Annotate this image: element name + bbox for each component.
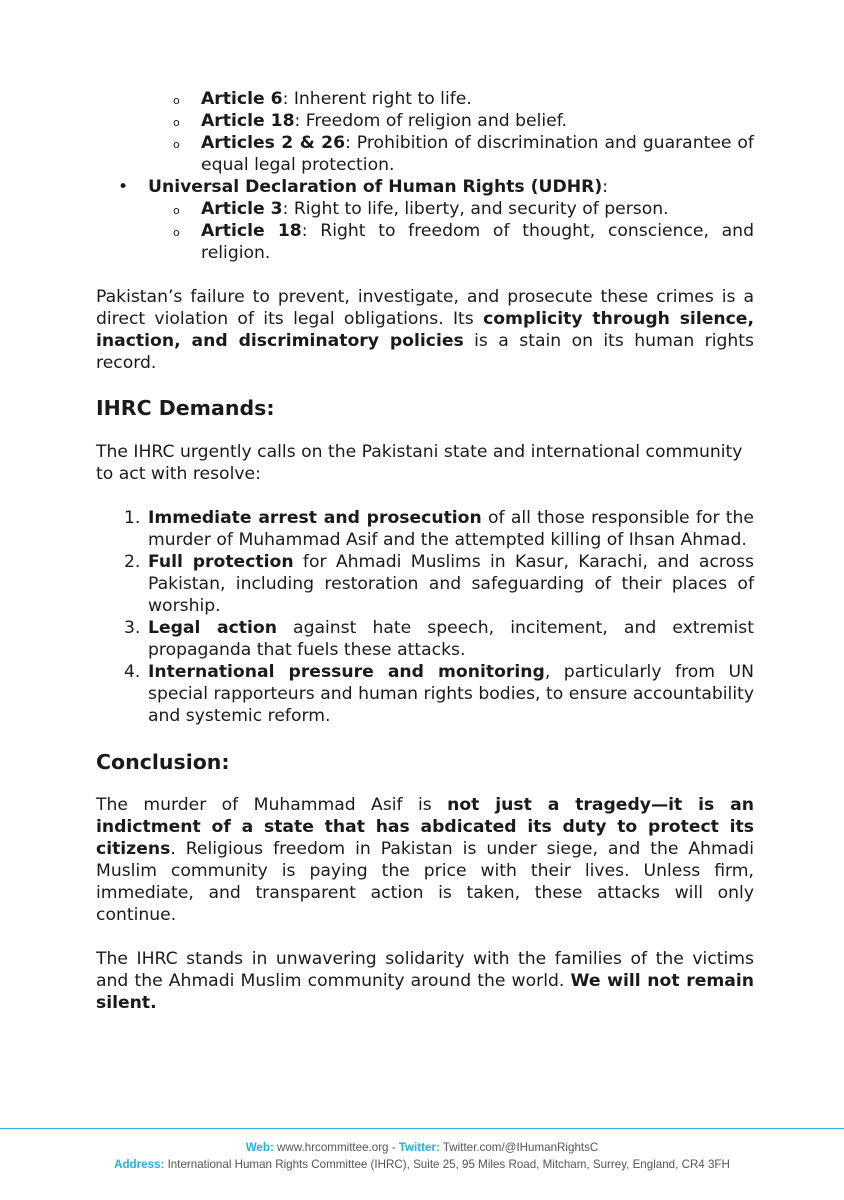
article-text: : Prohibition of discrimination and guarantee of equal legal protection. (201, 133, 754, 175)
article-text: : Right to life, liberty, and security of person. (282, 199, 669, 219)
article-title: Article 6 (201, 89, 283, 109)
twitter-link[interactable]: Twitter.com/@IHumanRightsC (439, 1141, 599, 1154)
paragraph-text: Pakistan’s failure to prevent, investigate, and prosecute these crimes is a direct violation of its legal obligations. Its (96, 287, 754, 329)
list-item (124, 551, 755, 617)
paragraph-emphasis: not just a tragedy—it is an indictment of a state that has abdicated its duty to protect its citizens (96, 795, 755, 859)
conclusion-heading: Conclusion: (96, 750, 230, 774)
circle-bullet-icon: o (173, 116, 180, 129)
address-label: Address: (114, 1158, 165, 1171)
treaty-list (96, 176, 754, 264)
paragraph-emphasis: We will not remain silent. (96, 971, 754, 1013)
footer-divider (0, 1128, 844, 1129)
article-title: Article 18 (201, 221, 302, 241)
circle-bullet-icon: o (173, 226, 180, 239)
item-emphasis: Full protection (148, 552, 294, 572)
iccpr-article-list (96, 88, 754, 176)
web-label: Web: (245, 1141, 274, 1154)
demands-intro: The IHRC urgently calls on the Pakistani state and international community to act with resolve: (96, 442, 743, 484)
circle-bullet-icon: o (173, 204, 180, 217)
item-emphasis: Legal action (148, 618, 277, 638)
list-item (173, 132, 754, 176)
document-page (96, 88, 754, 1014)
paragraph-text: The IHRC stands in unwavering solidarity with the families of the victims and the Ahmadi Muslim community around the world. (96, 949, 754, 991)
item-number: 1. (124, 508, 141, 528)
paragraph-emphasis: complicity through silence, inaction, and discriminatory policies (96, 309, 754, 351)
article-title: Articles 2 & 26 (201, 133, 346, 153)
item-number: 2. (124, 552, 141, 572)
item-text: against hate speech, incitement, and extremist propaganda that fuels these attacks. (148, 618, 754, 660)
paragraph-text: . Religious freedom in Pakistan is under siege, and the Ahmadi Muslim community is paying the price with their lives. Unless firm, immediate, and transparent action is taken, these attacks will only continue. (96, 839, 754, 925)
violation-paragraph (96, 286, 754, 374)
treaty-title-suffix: : (602, 177, 608, 197)
list-item (118, 176, 754, 264)
page-footer (0, 1139, 844, 1173)
list-item (173, 110, 754, 132)
list-item (124, 617, 754, 661)
item-number: 3. (124, 618, 141, 638)
article-text: : Inherent right to life. (282, 89, 472, 109)
article-text: : Freedom of religion and belief. (294, 111, 567, 131)
item-emphasis: International pressure and monitoring (148, 662, 545, 682)
item-text: for Ahmadi Muslims in Kasur, Karachi, and across Pakistan, including restoration and safeguarding of their places of worship. (148, 552, 755, 616)
demands-heading: IHRC Demands: (96, 396, 275, 420)
article-title: Article 3 (201, 199, 283, 219)
treaty-title: Universal Declaration of Human Rights (UDHR) (148, 177, 603, 197)
bullet-icon: • (118, 177, 129, 197)
udhr-article-list (148, 198, 754, 264)
footer-address-line (0, 1156, 844, 1173)
footer-contact-line (0, 1139, 844, 1156)
web-link[interactable]: www.hrcommittee.org - (273, 1141, 399, 1154)
item-number: 4. (124, 662, 141, 682)
list-item (124, 507, 754, 551)
twitter-label: Twitter: (398, 1141, 440, 1154)
item-text: of all those responsible for the murder of Muhammad Asif and the attempted killing of Ihsan Ahmad. (148, 508, 754, 550)
paragraph-text: The murder of Muhammad Asif is (96, 795, 448, 815)
article-text: : Right to freedom of thought, conscience, and religion. (201, 221, 754, 263)
item-emphasis: Immediate arrest and prosecution (148, 508, 482, 528)
circle-bullet-icon: o (173, 94, 180, 107)
list-item (124, 661, 754, 727)
conclusion-paragraph (96, 794, 754, 926)
demands-list (96, 507, 754, 727)
list-item (173, 220, 754, 264)
paragraph-text: is a stain on its human rights record. (96, 331, 754, 373)
article-title: Article 18 (201, 111, 295, 131)
address-text: International Human Rights Committee (IHRC), Suite 25, 95 Miles Road, Mitcham, Surrey, England, CR4 3FH (164, 1158, 730, 1171)
list-item (173, 198, 754, 220)
list-item (173, 88, 754, 110)
solidarity-paragraph (96, 948, 754, 1014)
item-text: , particularly from UN special rapporteurs and human rights bodies, to ensure accountability and systemic reform. (148, 662, 754, 726)
circle-bullet-icon: o (173, 138, 180, 151)
